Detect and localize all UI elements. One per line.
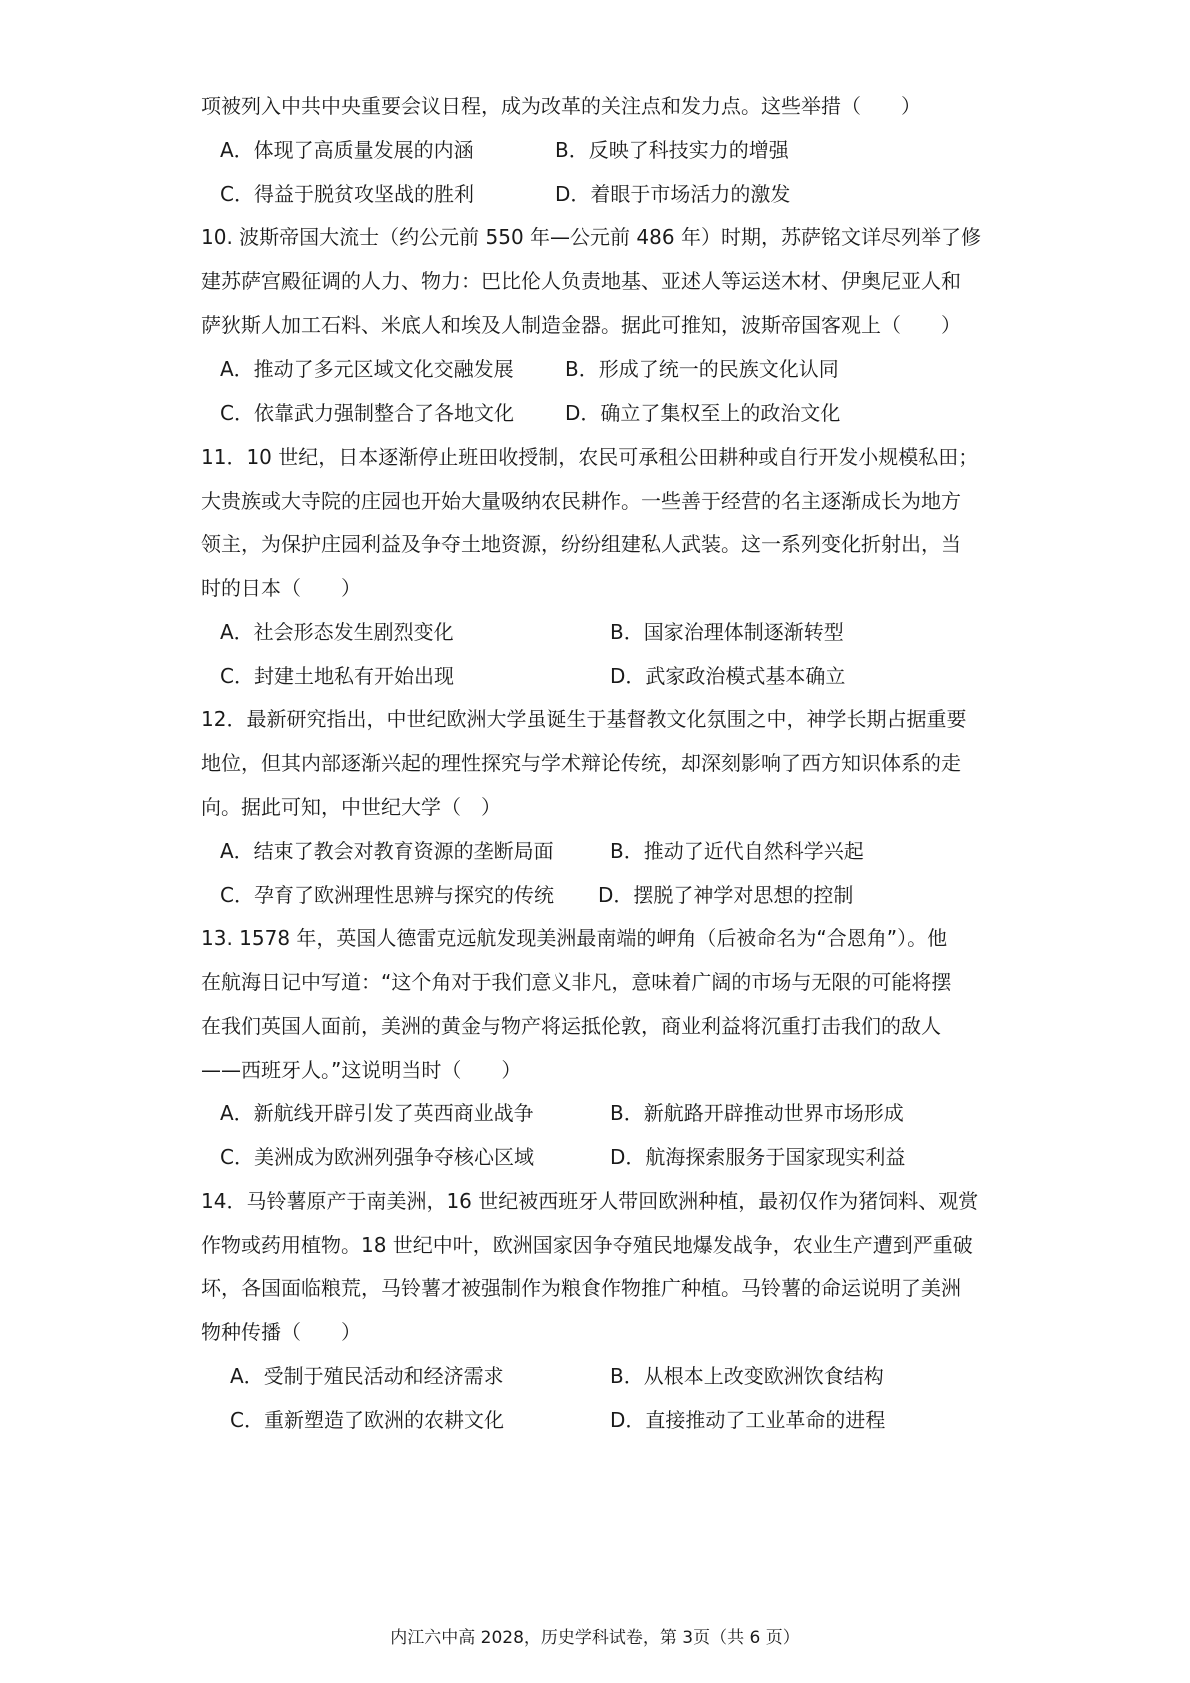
q12-stem-line: 地位，但其内部逐渐兴起的理性探究与学术辩论传统，却深刻影响了西方知识体系的走 <box>201 751 961 775</box>
q13-stem-line: 13. 1578 年，英国人德雷克远航发现美洲最南端的岬角（后被命名为“合恩角”）。他 <box>201 926 948 950</box>
q12-stem-line: 向。据此可知，中世纪大学（ ） <box>201 795 501 819</box>
q12-stem-line: 12．最新研究指出，中世纪欧洲大学虽诞生于基督教文化氛围之中，神学长期占据重要 <box>201 707 967 731</box>
q14-option-b: B．从根本上改变欧洲饮食结构 <box>610 1364 884 1388</box>
q10-stem-line: 10. 波斯帝国大流士（约公元前 550 年—公元前 486 年）时期，苏萨铭文详尽列举了修 <box>201 225 981 249</box>
q14-stem-line: 坏，各国面临粮荒，马铃薯才被强制作为粮食作物推广种植。马铃薯的命运说明了美洲 <box>201 1276 961 1300</box>
q12-option-c: C．孕育了欧洲理性思辨与探究的传统 <box>220 883 554 907</box>
q12-option-d: D．摆脱了神学对思想的控制 <box>598 883 854 907</box>
q13-option-b: B．新航路开辟推动世界市场形成 <box>610 1101 904 1125</box>
q13-option-a: A．新航线开辟引发了英西商业战争 <box>220 1101 534 1125</box>
q14-option-d: D．直接推动了工业革命的进程 <box>610 1408 886 1432</box>
q12-option-a: A．结束了教会对教育资源的垄断局面 <box>220 839 554 863</box>
q10-option-c: C．依靠武力强制整合了各地文化 <box>220 401 514 425</box>
q11-option-a: A．社会形态发生剧烈变化 <box>220 620 454 644</box>
q11-option-c: C．封建土地私有开始出现 <box>220 664 454 688</box>
q13-option-d: D．航海探索服务于国家现实利益 <box>610 1145 906 1169</box>
q14-stem-line: 作物或药用植物。18 世纪中叶，欧洲国家因争夺殖民地爆发战争，农业生产遭到严重破 <box>201 1233 973 1257</box>
q10-stem-line: 萨狄斯人加工石料、米底人和埃及人制造金器。据此可推知，波斯帝国客观上（ ） <box>201 313 961 337</box>
q11-stem-line: 时的日本（ ） <box>201 576 361 600</box>
q14-option-c: C．重新塑造了欧洲的农耕文化 <box>230 1408 504 1432</box>
q10-stem-line: 建苏萨宫殿征调的人力、物力：巴比伦人负责地基、亚述人等运送木材、伊奥尼亚人和 <box>201 269 961 293</box>
q13-stem-line: ——西班牙人。”这说明当时（ ） <box>201 1058 522 1082</box>
q9-option-c: C．得益于脱贫攻坚战的胜利 <box>220 182 474 206</box>
q11-stem-line: 大贵族或大寺院的庄园也开始大量吸纳农民耕作。一些善于经营的名主逐渐成长为地方 <box>201 489 961 513</box>
q10-option-b: B．形成了统一的民族文化认同 <box>565 357 839 381</box>
q11-stem-line: 领主，为保护庄园利益及争夺土地资源，纷纷组建私人武装。这一系列变化折射出，当 <box>201 532 961 556</box>
q12-option-b: B．推动了近代自然科学兴起 <box>610 839 864 863</box>
q13-option-c: C．美洲成为欧洲列强争夺核心区域 <box>220 1145 534 1169</box>
q13-stem-line: 在我们英国人面前，美洲的黄金与物产将运抵伦敦，商业利益将沉重打击我们的敌人 <box>201 1014 941 1038</box>
q10-option-d: D．确立了集权至上的政治文化 <box>565 401 841 425</box>
q14-stem-line: 物种传播（ ） <box>201 1320 361 1344</box>
q9-option-b: B．反映了科技实力的增强 <box>555 138 789 162</box>
q11-stem-line: 11．10 世纪，日本逐渐停止班田收授制，农民可承租公田耕种或自行开发小规模私田； <box>201 445 979 469</box>
q9-option-d: D．着眼于市场活力的激发 <box>555 182 791 206</box>
q13-stem-line: 在航海日记中写道：“这个角对于我们意义非凡，意味着广阔的市场与无限的可能将摆 <box>201 970 952 994</box>
q10-option-a: A．推动了多元区域文化交融发展 <box>220 357 514 381</box>
q11-option-b: B．国家治理体制逐渐转型 <box>610 620 844 644</box>
page-footer: 内江六中高 2028，历史学科试卷，第 3页（共 6 页） <box>390 1628 800 1648</box>
q14-option-a: A．受制于殖民活动和经济需求 <box>230 1364 504 1388</box>
q9-stem-line: 项被列入中共中央重要会议日程，成为改革的关注点和发力点。这些举措（ ） <box>201 94 921 118</box>
q11-option-d: D．武家政治模式基本确立 <box>610 664 846 688</box>
q14-stem-line: 14．马铃薯原产于南美洲，16 世纪被西班牙人带回欧洲种植，最初仅作为猪饲料、观赏 <box>201 1189 979 1213</box>
q9-option-a: A．体现了高质量发展的内涵 <box>220 138 474 162</box>
